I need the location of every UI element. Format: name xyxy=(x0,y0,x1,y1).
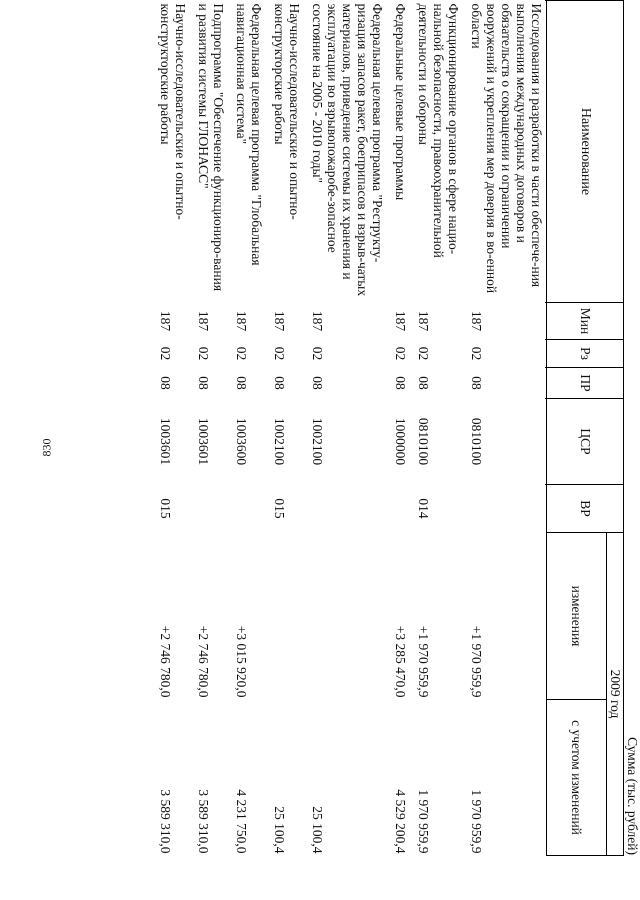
cell-vr: 014 xyxy=(416,498,431,519)
cell-pr: 08 xyxy=(416,376,431,390)
cell-changes: +1 970 959,9 xyxy=(416,625,431,698)
cell-changes: +3 015 920,0 xyxy=(234,625,249,698)
cell-pr: 08 xyxy=(196,376,211,390)
table-row xyxy=(266,1,304,856)
cell-csr: 0810100 xyxy=(469,417,484,466)
cell-changes: +2 746 780,0 xyxy=(196,625,211,698)
cell-min: 187 xyxy=(196,310,211,332)
cell-vr xyxy=(387,485,410,533)
header-name: Наименование xyxy=(547,1,624,303)
cell-changes: +3 285 470,0 xyxy=(393,625,408,698)
header-rz: Рз xyxy=(547,340,624,368)
cell-name: Научно-исследовательские и опытно-конструкторские работы xyxy=(272,3,302,220)
budget-table xyxy=(152,0,624,856)
cell-pr: 08 xyxy=(393,376,408,390)
page-number: 830 xyxy=(39,438,54,457)
cell-min: 187 xyxy=(393,310,408,332)
table-row xyxy=(387,1,410,856)
header-changes: изменения xyxy=(547,533,607,700)
cell-min: 187 xyxy=(310,310,325,332)
header-pr: ПР xyxy=(547,368,624,399)
cell-with-changes: 25 100,4 xyxy=(272,806,287,854)
cell-pr: 08 xyxy=(469,376,484,390)
header-csr: ЦСР xyxy=(547,399,624,485)
cell-pr: 08 xyxy=(158,376,173,390)
cell-pr: 08 xyxy=(272,376,287,390)
cell-with-changes: 1 970 959,9 xyxy=(416,789,431,854)
table-row xyxy=(152,1,190,856)
table-row xyxy=(190,1,228,856)
table-row xyxy=(410,1,463,856)
cell-name: Федеральные целевые программы xyxy=(393,3,408,201)
cell-csr: 1003601 xyxy=(158,417,173,466)
table-row xyxy=(463,1,547,856)
cell-min: 187 xyxy=(416,310,431,332)
cell-csr: 1002100 xyxy=(310,417,325,466)
cell-name: Исследования и разработки в части обеспече-ния выполнения международных договоров и обязательств о сокращении и ограничении вооружений и укрепления мер доверия в во-енной области xyxy=(469,3,544,294)
cell-rz: 02 xyxy=(234,346,249,361)
budget-table-sheet xyxy=(80,0,640,855)
header-vr: ВР xyxy=(547,485,624,533)
cell-with-changes: 3 589 310,0 xyxy=(196,789,211,854)
cell-vr xyxy=(304,485,387,533)
cell-name: Научно-исследовательские и опытно-конструкторские работы xyxy=(158,3,188,220)
cell-csr: 1000000 xyxy=(393,417,408,466)
units-label: Сумма (тыс. рублей) xyxy=(625,737,640,855)
cell-vr xyxy=(190,485,228,533)
cell-rz: 02 xyxy=(469,346,484,361)
cell-rz: 02 xyxy=(310,346,325,361)
header-year: 2009 год xyxy=(607,533,624,856)
cell-pr: 08 xyxy=(234,376,249,390)
cell-changes: +1 970 959,9 xyxy=(469,625,484,698)
cell-with-changes: 3 589 310,0 xyxy=(158,789,173,854)
cell-rz: 02 xyxy=(272,346,287,361)
cell-with-changes: 25 100,4 xyxy=(310,806,325,854)
header-min: Мин xyxy=(547,303,624,340)
cell-vr xyxy=(228,485,266,533)
cell-changes xyxy=(266,533,304,700)
cell-changes: +2 746 780,0 xyxy=(158,625,173,698)
cell-vr: 015 xyxy=(272,498,287,519)
cell-with-changes: 4 231 750,0 xyxy=(234,789,249,854)
cell-changes xyxy=(304,533,387,700)
cell-csr: 1003601 xyxy=(196,417,211,466)
cell-name: Подпрограмма "Обеспечение функциониро-вания и развития системы ГЛОНАСС" xyxy=(196,3,226,292)
cell-vr xyxy=(463,485,547,533)
cell-min: 187 xyxy=(469,310,484,332)
cell-vr: 015 xyxy=(158,498,173,519)
table-row xyxy=(228,1,266,856)
cell-rz: 02 xyxy=(196,346,211,361)
cell-min: 187 xyxy=(272,310,287,332)
cell-rz: 02 xyxy=(393,346,408,361)
header-with-changes: с учетом изменений xyxy=(547,700,607,856)
cell-name: Федеральная целевая программа "Реструкту-ризация запасов ракет, боеприпасов и взрыв-чатых материалов, приведение системы их хранения и эксплуатации во взрывопожаробе-зопасное состояние на 2005 - 2010 годы" xyxy=(310,3,385,297)
table-row xyxy=(304,1,387,856)
cell-with-changes: 4 529 200,4 xyxy=(393,789,408,854)
cell-pr: 08 xyxy=(310,376,325,390)
cell-with-changes: 1 970 959,9 xyxy=(469,789,484,854)
cell-min: 187 xyxy=(234,310,249,332)
cell-name: Федеральная целевая программа "Глобальная навигационная система" xyxy=(234,3,264,266)
cell-name: Функционирование органов в сфере нацио-нальной безопасности, правоохранительной деятельности и обороны xyxy=(416,3,461,258)
cell-csr: 1002100 xyxy=(272,417,287,466)
cell-rz: 02 xyxy=(416,346,431,361)
cell-min: 187 xyxy=(158,310,173,332)
cell-rz: 02 xyxy=(158,346,173,361)
cell-csr: 0810100 xyxy=(416,417,431,466)
cell-csr: 1003600 xyxy=(234,417,249,466)
